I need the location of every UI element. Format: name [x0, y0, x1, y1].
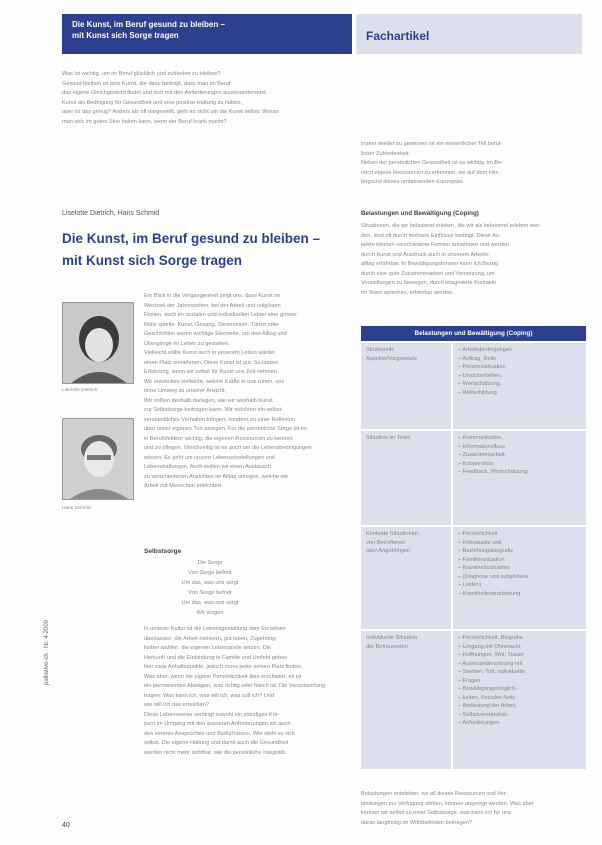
- intro-right-line: immer wieder zu gewinnen ist ein wesentlicher Teil beruf-: [361, 141, 503, 147]
- body-line: Festen, auch im sozialen und individuellen Leben eine grosse: [144, 312, 297, 318]
- body-line: zur Selbstsorge beitragen kann. Wir möchten ein selbst-: [144, 407, 283, 413]
- intro-right: [361, 140, 586, 188]
- cell-line: von Betroffenen: [366, 539, 406, 546]
- body-column-2-bottom: [361, 790, 586, 828]
- body-line: Vorstellungen zu bewegen, durch imaginierte Kontakte: [361, 280, 497, 286]
- table-row-label: [361, 343, 451, 429]
- journal-issue-label: palliative-ch · Nr. 4-2009: [44, 619, 50, 685]
- article-title-line2: mit Kunst sich Sorge tragen: [62, 253, 243, 268]
- cell-line: – Kommunikation,: [458, 434, 581, 443]
- intro-right-line: reich eigene Ressourcen zu erkennen, sie auf dem Hin-: [361, 169, 500, 176]
- header-title-line1: Die Kunst, im Beruf gesund zu bleiben –: [72, 20, 225, 29]
- article-title: [62, 228, 362, 272]
- body-line: durch Kunst und Ausdruck auch in unserem Arbeits-: [361, 251, 490, 258]
- portrait-image: [63, 419, 134, 500]
- cell-line: – Unsicherheiten,: [458, 372, 581, 381]
- body-line: Wir entdecken vielleicht, welche Kräfte in uns ruhen, uns: [144, 378, 285, 385]
- body-line: in Berufsfeldern wichtig, die eigenen Ressourcen zu kennen: [144, 435, 293, 442]
- body-line: Arbeit mit Menschen erleichtert.: [144, 483, 223, 489]
- intro-left: [62, 70, 352, 127]
- header-category: Fachartikel: [356, 14, 582, 54]
- body-line: Ein Blick in die Vergangenheit zeigt uns, dass Kunst im: [144, 293, 281, 299]
- body-line: ein permanentes Abwägen, was richtig oder falsch ist. Die Verantwortung: [144, 683, 325, 689]
- body-line: Diese Lebensweise verlangt sowohl ein ständiges Kör-: [144, 711, 280, 718]
- table-row-label: [361, 431, 451, 525]
- cell-line: oder Angehörigen: [366, 548, 411, 554]
- poem-line: Von Sorge befreit: [188, 590, 232, 596]
- page-number: 40: [62, 822, 70, 829]
- cell-line: Situation im Team: [366, 435, 411, 441]
- poem-line: Um das, was uns sorgt: [181, 600, 239, 606]
- poem-line: Wir sorgen: [196, 610, 224, 616]
- cell-line: – Bewältigungsmöglich-: [458, 685, 581, 694]
- cell-line: – Auftrag, Rolle: [458, 355, 581, 364]
- body-line: selbst. Die eigene Haltung und damit auch die Gesundheit: [144, 740, 289, 746]
- poem-line: Die Sorge: [197, 560, 223, 566]
- table-row-items: [451, 431, 586, 525]
- cell-line: – keiten, Soziales Netz: [458, 694, 581, 703]
- intro-left-line: Kunst als Bedingung für Gesundheit und eine positive Haltung zu haben,: [62, 99, 243, 106]
- body-line: tragen: Was kann ich, was will ich, was soll ich? Und: [144, 692, 275, 699]
- table-row-items: [451, 527, 586, 629]
- cell-line: – Krankheitsverarbeitung: [458, 590, 581, 599]
- article-title-line1: Die Kunst, im Beruf gesund zu bleiben –: [62, 231, 321, 246]
- cell-line: – Selbstverständnis,: [458, 711, 581, 720]
- cell-line: Konkrete Situationen: [366, 531, 418, 537]
- cell-line: – Informationsfluss: [458, 443, 581, 452]
- body-line: daran langfristig im Wohlbefinden beitragen?: [361, 819, 472, 826]
- cell-line: – Personalsituation: [458, 363, 581, 372]
- poem-line: Von Sorge befreit: [188, 570, 232, 576]
- body-line: überlassen: die Arbeit meistern, gut leben, Zugehörig-: [144, 635, 278, 642]
- body-line: im Team sprechen, erfahrbar werden.: [361, 289, 454, 296]
- cell-line: – Zusammenarbeit,: [458, 451, 581, 460]
- body-line: ohne Umweg zu unserer Ansicht.: [144, 388, 227, 394]
- cell-line: – Feedback, Wertschätzung: [458, 468, 581, 477]
- intro-left-line: man sich im guten Sinn halten kann, wenn der Beruf krank macht?: [62, 118, 227, 125]
- body-line: Belastungen entstehen, wo all dieses Ressourcen und Ver-: [361, 791, 508, 797]
- body-line: können wir selbst zu einer Selbstsorge, was kann ich für uns: [361, 810, 511, 816]
- header-title-box: [62, 14, 352, 54]
- body-line: keiten wählen, die eigenen Lebensziele setzen. Die: [144, 645, 272, 651]
- table-row-items: [451, 631, 586, 769]
- poem-line: Um das, was uns sorgt: [181, 580, 239, 586]
- body-line: Wechsel der Jahreszeiten, bei der Arbeit und religiösen: [144, 302, 281, 309]
- cell-line: – Weiterbildung: [458, 389, 581, 398]
- poem-heading: Selbstsorge: [144, 548, 182, 555]
- table-row: [361, 629, 586, 769]
- body-line: Lebenshaltungen. Auch wollen wir einen Austausch: [144, 464, 272, 470]
- intro-right-line: tergrund dieses umfassenden Konzeptes.: [361, 179, 465, 185]
- body-line: wie will ich das erreichen?: [144, 702, 209, 708]
- section-heading-coping: Belastungen und Bewältigung (Coping): [361, 210, 479, 217]
- portrait-image: [63, 303, 134, 384]
- page-header: [62, 14, 582, 54]
- table-row-label: [361, 631, 451, 769]
- table-row: [361, 341, 586, 429]
- body-line: Vielleicht sollte Kunst auch in unserem Leben wieder: [144, 350, 275, 356]
- body-line: einen Platz einnehmen. Diese Kunst ist gut. So lassen: [144, 359, 279, 366]
- cell-line: – Hoffnungen, Wut, Trauer: [458, 651, 581, 660]
- body-line: werden nicht mehr sichtbar, wie die persönliche Integrität.: [144, 749, 287, 756]
- body-line: den, sind oft durch mehrere Einflüsse bedingt. Diese As-: [361, 232, 501, 239]
- body-column-1-bottom: [144, 625, 354, 758]
- author-photo-2: [62, 418, 134, 500]
- cell-line: der Betreuenden: [366, 643, 408, 650]
- body-line: Was aber, wenn die eigene Persönlichkeit dies erschwert, es ist: [144, 673, 302, 680]
- cell-line: – Bedeutung der Arbeit,: [458, 702, 581, 711]
- intro-left-line: Was ist wichtig, um im Beruf glücklich und zufrieden zu bleiben?: [62, 71, 221, 77]
- cell-line: – Kooperation: [458, 460, 581, 469]
- body-line: Wir sollten deshalb darlegen, wie wir weshalb Kunst: [144, 397, 273, 404]
- body-line: durch eine gute Zusammenarbeit und Vernetzung, um: [361, 270, 495, 277]
- table-row-label: [361, 527, 451, 629]
- cell-line: – Fragen: [458, 677, 581, 686]
- poem: [150, 558, 270, 618]
- body-line: wissen. Es geht um unsere Lebenseinstellungen und: [144, 454, 275, 461]
- intro-left-line: aber ist das genug? Anders als oft dargestellt, geht es nicht um die Kunst selbst. Woran: [62, 109, 279, 115]
- table-row-items: [451, 343, 586, 429]
- body-line: über unser eigenes Tun anregen. Für die persönliche Sorge ist es: [144, 426, 307, 432]
- cell-line: – Anforderungen: [458, 719, 581, 728]
- body-column-2: [361, 222, 586, 298]
- cell-line: – Leiden): [458, 581, 581, 590]
- body-line: den inneren Ansprüchen und Bedürfnissen. Wie steht es sich: [144, 730, 296, 737]
- photo-caption-1: Liselotte Dietrich: [62, 388, 98, 393]
- intro-right-line: Neben der persönlichen Gesundheit ist es wichtig, im Be-: [361, 160, 504, 166]
- body-line: alltag erfahrbar. In Bewältigungsformen kann ich Bezug: [361, 261, 499, 267]
- author-photo-1: [62, 302, 134, 384]
- cell-line: Aspekte/Vorgesetzte: [366, 355, 418, 362]
- cell-line: – Beziehungsbiografie: [458, 547, 581, 556]
- body-line: Geschichten waren wichtige Elemente, um den Alltag und: [144, 331, 287, 337]
- table-row: [361, 429, 586, 525]
- body-column-1: [144, 292, 354, 492]
- intro-left-line: das eigene Gleichgewicht findet und sich mit den Anforderungen auseinandersetzt.: [62, 90, 268, 96]
- header-title-line2: mit Kunst sich Sorge tragen: [72, 31, 179, 40]
- cell-line: – Arbeitsbedingungen: [458, 346, 581, 355]
- body-line: zu verschiedenen Ansichten im Alltag anregen, welche die: [144, 473, 288, 480]
- body-line: Situationen, die wir belastend erleben, die wir als belastend erleben wer-: [361, 223, 541, 229]
- body-line: In unserer Kultur ist die Lebensgestaltung dem Einzelnen: [144, 626, 286, 632]
- body-line: hier zwar Anhaltspunkte, jedoch muss jeder seinen Platz finden.: [144, 664, 303, 670]
- cell-line: – Umgang mit Ohnmacht,: [458, 643, 581, 652]
- cell-line: Individuelle Situation: [366, 635, 418, 641]
- body-line: Erfahrung, wenn wir selbst für Kunst uns Zeit nehmen.: [144, 369, 279, 375]
- article-authors: Liselotte Dietrich, Hans Schmid: [62, 210, 160, 217]
- intro-left-line: Gesund bleiben ist eine Kunst, die dazu beiträgt, dass man im Beruf: [62, 80, 231, 87]
- coping-table-header: Belastungen und Bewältigung (Coping): [361, 326, 586, 341]
- body-line: Rolle spielte. Kunst, Gesang, Zeremonien, Tänze oder: [144, 321, 279, 328]
- body-line: pekte können verschiedene Formen annehmen und werden: [361, 242, 510, 248]
- body-line: Übergänge im Leben zu gestalten.: [144, 340, 230, 347]
- body-line: verständliches Verhalten bringen, sondern zu einer Reflexion: [144, 416, 295, 423]
- cell-line: Strukturelle: [366, 347, 395, 353]
- cell-line: – Persönlichkeit, Biografie: [458, 634, 581, 643]
- cell-line: – Krankheitssituation: [458, 564, 581, 573]
- cell-line: – Sterben, Tod, individuelle: [458, 668, 581, 677]
- cell-line: – (Diagnose und subjektives: [458, 573, 581, 582]
- cell-line: – Individuelle und: [458, 539, 581, 548]
- cell-line: – Wertschätzung,: [458, 380, 581, 389]
- body-line: pern im Umgang mit den äusseren Anforderungen als auch: [144, 721, 291, 727]
- intro-right-line: licher Zufriedenheit.: [361, 150, 411, 157]
- cell-line: – Auseinandersetzung mit: [458, 660, 581, 669]
- coping-table: [361, 326, 586, 769]
- photo-caption-2: Hans Schmid: [62, 506, 91, 511]
- body-line: Herkunft und die Einbindung in Familie und Umfeld geben: [144, 654, 288, 661]
- body-line: und zu pflegen. Gleichzeitig ist es auch um die Lebensbedingungen: [144, 445, 312, 451]
- cell-line: – Persönlichkeit: [458, 530, 581, 539]
- table-row: [361, 525, 586, 629]
- cell-line: – Familiensituation: [458, 556, 581, 565]
- body-line: bindungen zur Verfügung stehen, können angeregt werden. Was aber: [361, 800, 534, 807]
